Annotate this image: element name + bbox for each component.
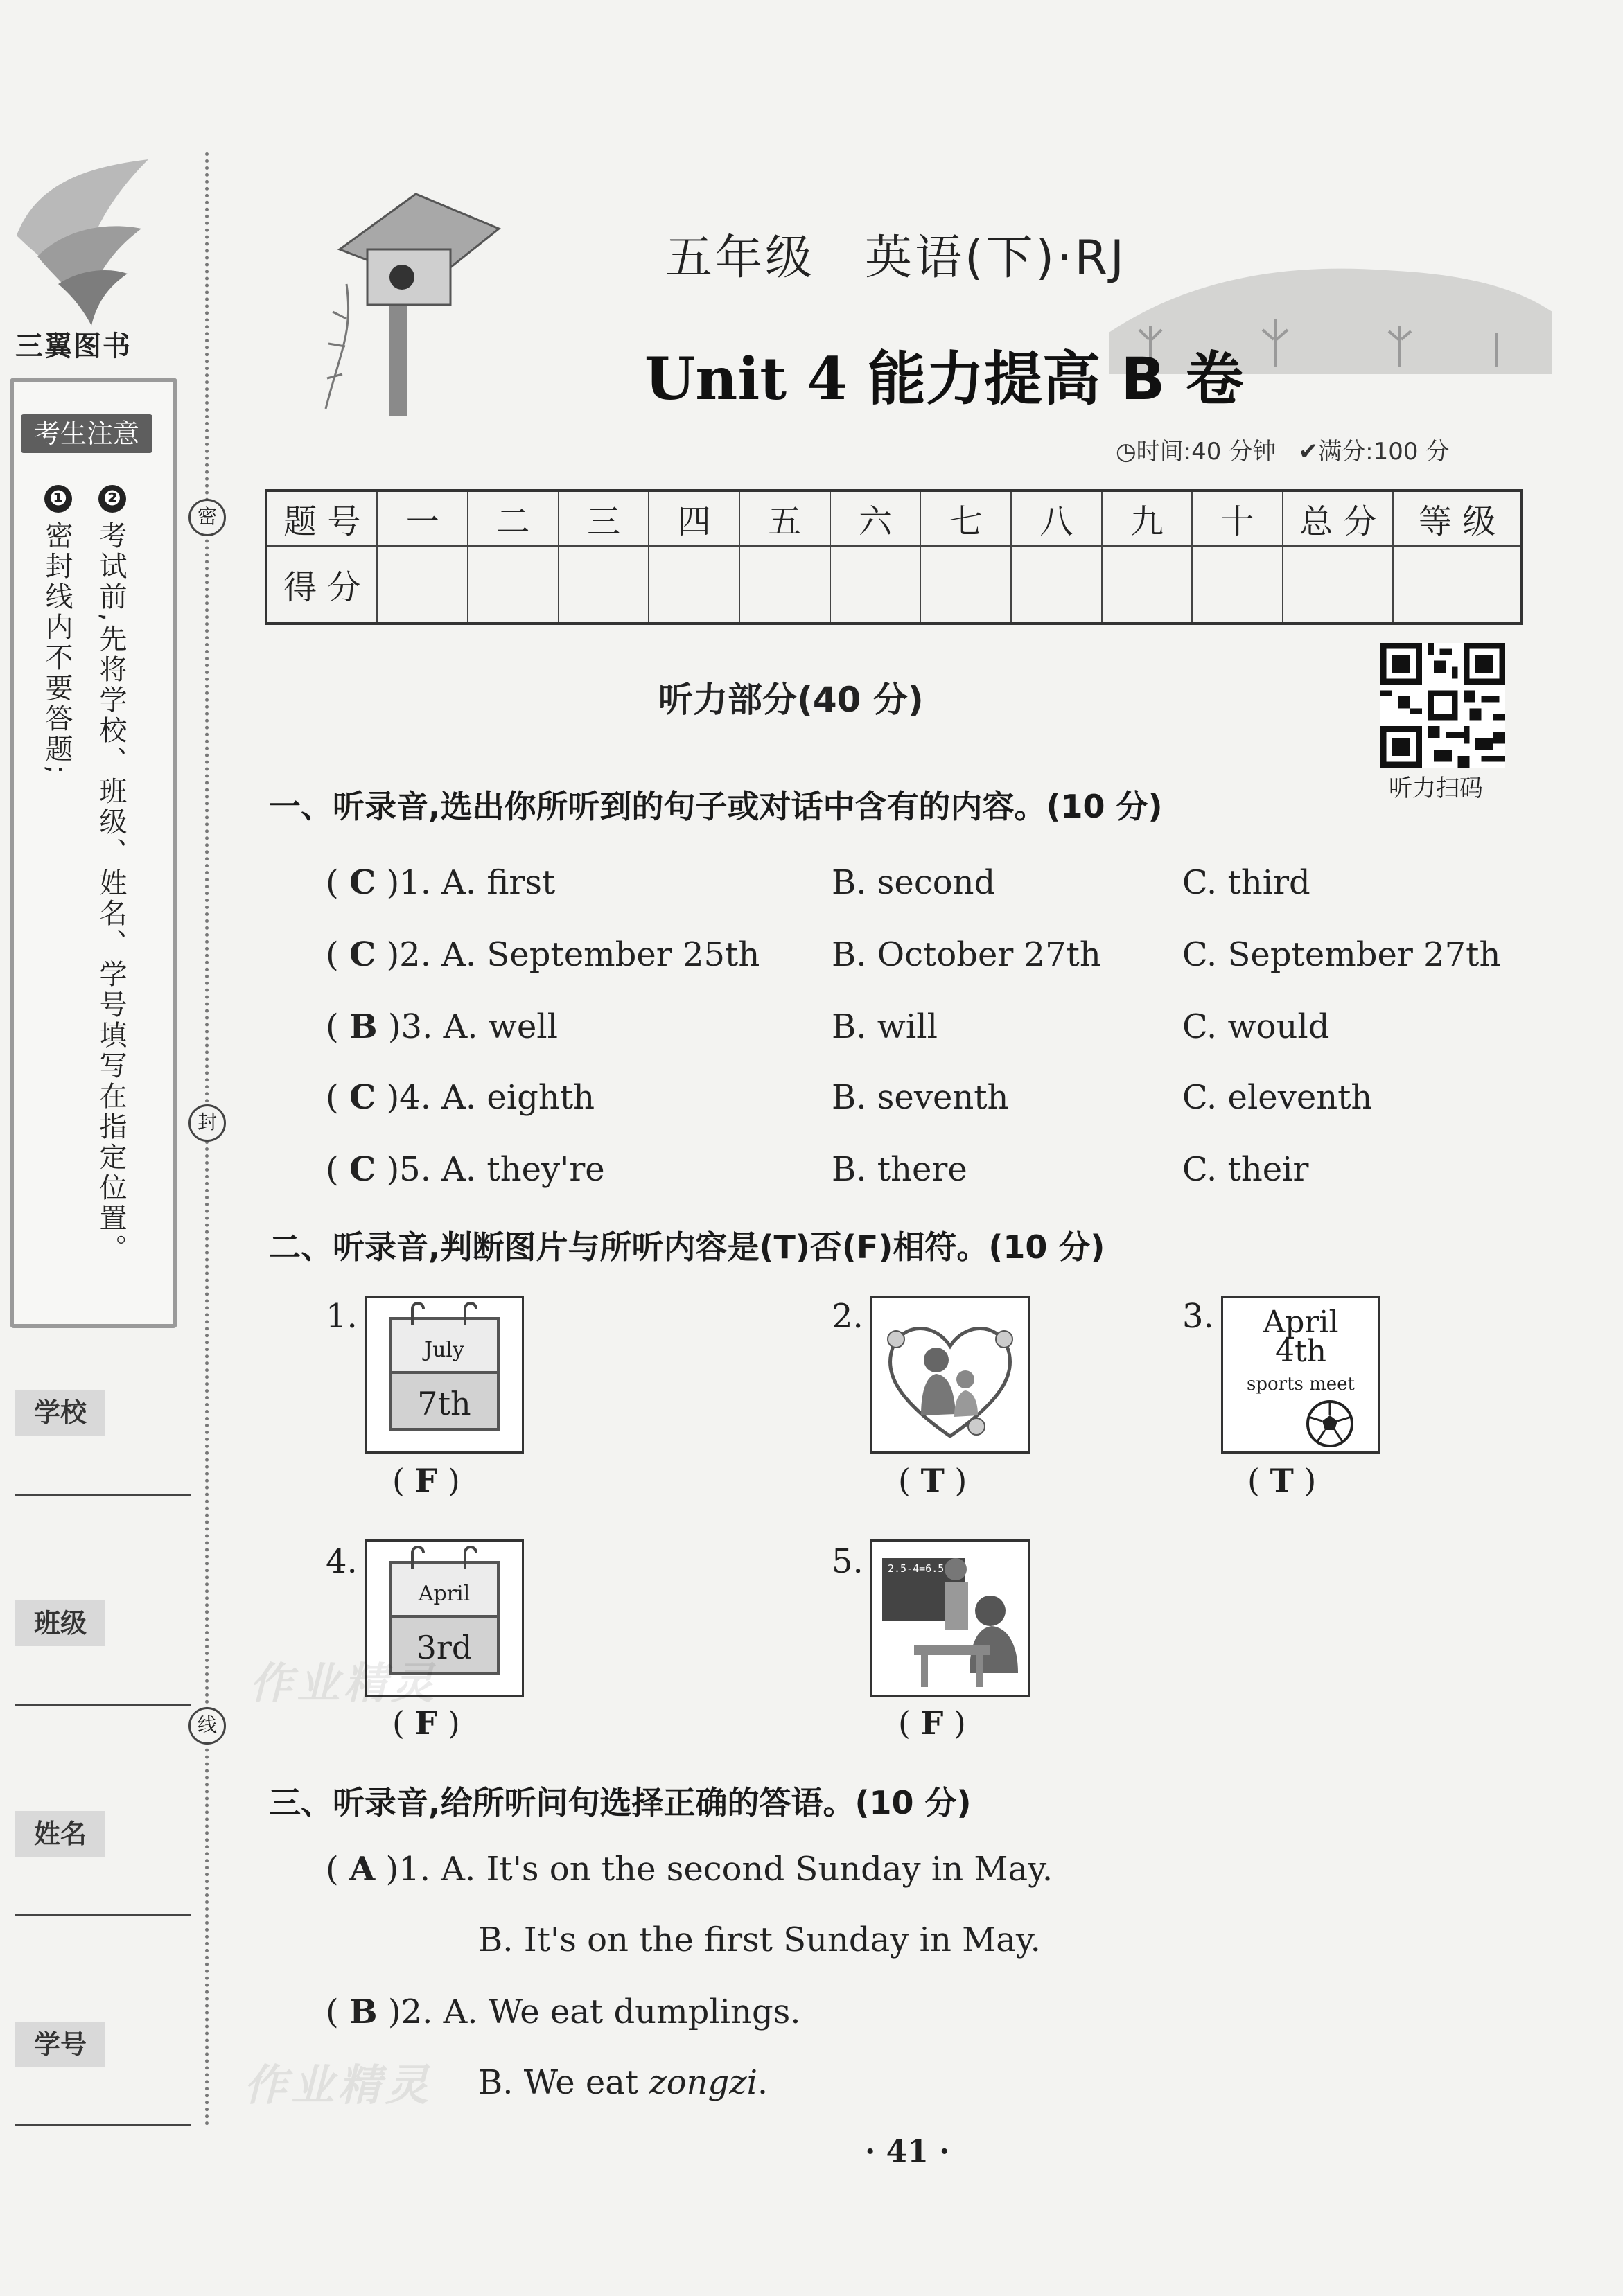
qr-code-icon[interactable] [1380,643,1505,768]
list-item: ( C )1. A. first [326,863,556,902]
classroom-picture [870,1539,1030,1697]
table-header-cell: 一 [377,491,468,546]
picture-number: 5. [832,1542,863,1581]
table-header-cell: 题 号 [266,491,377,546]
birdhouse-illustration [298,180,513,416]
unit-number: Unit 4 [644,344,848,413]
list-item: ( B )3. A. well [326,1007,558,1046]
exam-meta [1116,432,1449,466]
football-icon [1305,1399,1355,1449]
table-header-cell: 六 [830,491,921,546]
qr-label: 听力扫码 [1389,775,1483,802]
field-line-class[interactable] [15,1704,191,1706]
table-header-cell: 二 [468,491,559,546]
watermark: 作业精灵 [244,2060,433,2110]
picture-number: 1. [326,1297,358,1336]
list-item: ( C )2. A. September 25th [326,935,760,974]
option-b: B. October 27th [832,935,1101,974]
note-number-2: ❷ [98,485,126,513]
answer-mark: A [349,1850,376,1889]
answer-mark: B [349,1007,378,1046]
score-cell[interactable] [468,546,559,624]
option-a: A. they're [441,1150,605,1189]
question-number: 2. [399,935,431,974]
table-header-cell: 九 [1102,491,1193,546]
score-table-score-row [266,546,1522,624]
grade-subject-title: 五年级 英语(下)·RJ [665,231,1127,285]
page-number: · 41 · [865,2134,950,2169]
table-header-cell: 七 [920,491,1011,546]
score-cell[interactable] [1192,546,1283,624]
score-cell[interactable] [920,546,1011,624]
option-c: C. September 27th [1182,935,1501,974]
score-cell[interactable] [739,546,830,624]
option-b: B. there [832,1150,967,1189]
question-number: 2. [401,1993,433,2031]
answer-mark: B [349,1993,378,2031]
field-line-name[interactable] [15,1914,191,1916]
note-text-2: 考试前,先将学校、班级、姓名、学号填写在指定位置。 [95,521,127,1264]
field-label-class: 班级 [15,1600,105,1646]
score-table [265,489,1523,625]
note-number-1: ❶ [44,485,72,513]
clock-icon: ◷ [1116,438,1137,466]
score-table-header-row [266,491,1522,546]
question-number: 5. [399,1150,431,1189]
tf-answer: ( T ) [898,1462,967,1499]
poster-month: April [1263,1305,1339,1340]
table-row-label: 得 分 [266,546,377,624]
answer-mark: T [920,1462,945,1499]
picture-number: 4. [326,1542,358,1581]
brand-name: 三翼图书 [15,330,132,362]
listening-section-title: 听力部分(40 分) [658,680,924,720]
seal-char-xian: 线 [188,1707,226,1745]
question-number: 4. [399,1078,431,1117]
unit-name: 能力提高 B 卷 [867,345,1244,413]
blackboard-text: 2.5-4=6.5 [888,1562,945,1575]
seal-char-mi: 密 [188,499,226,536]
table-header-cell: 等 级 [1393,491,1522,546]
option-b: B. will [832,1007,938,1046]
option-a: A. It's on the second Sunday in May. [441,1850,1053,1889]
answer-mark: C [349,1150,376,1189]
option-a: A. well [443,1007,558,1046]
section1-heading: 一、听录音,选出你所听到的句子或对话中含有的内容。(10 分) [269,788,1163,825]
option-b: B. second [832,863,996,902]
unit-title [644,333,1244,416]
answer-mark: C [349,863,376,902]
table-header-cell: 八 [1011,491,1102,546]
option-c: C. eleventh [1182,1078,1373,1117]
section2-heading: 二、听录音,判断图片与所听内容是(T)否(F)相符。(10 分) [269,1228,1105,1266]
calendar-month: July [424,1338,464,1362]
list-item: ( A )1. A. It's on the second Sunday in May. [326,1850,1053,1889]
option-c: C. third [1182,863,1310,902]
table-header-cell: 四 [649,491,739,546]
answer-mark: C [349,935,376,974]
option-a: A. September 25th [441,935,760,974]
tf-answer: ( T ) [1247,1462,1317,1499]
sports-meet-picture [1221,1296,1380,1454]
score-cell[interactable] [559,546,649,624]
full-score: 满分:100 分 [1318,438,1450,466]
score-cell[interactable] [1283,546,1393,624]
poster-day: 4th [1274,1334,1326,1369]
field-line-school[interactable] [15,1494,191,1496]
score-cell[interactable] [830,546,921,624]
table-header-cell: 五 [739,491,830,546]
list-item: ( B )2. A. We eat dumplings. [326,1993,801,2031]
field-label-name: 姓名 [15,1811,105,1857]
option-c: C. their [1182,1150,1309,1189]
score-cell[interactable] [1011,546,1102,624]
check-icon: ✔ [1298,438,1319,466]
field-label-school: 学校 [15,1390,105,1436]
field-label-number: 学号 [15,2022,105,2067]
calendar-picture [365,1296,524,1454]
picture-number: 3. [1182,1297,1214,1336]
tf-answer: ( F ) [392,1462,460,1499]
option-a: A. We eat dumplings. [443,1993,801,2031]
calendar-icon [367,1298,522,1451]
question-number: 1. [398,1850,431,1889]
notice-box [10,378,177,1328]
table-header-cell: 十 [1192,491,1283,546]
score-cell[interactable] [649,546,739,624]
answer-mark: F [920,1704,944,1742]
option-b-prefix: B. We eat [478,2063,649,2102]
picture-number: 2. [832,1297,863,1336]
mothers-day-picture [870,1296,1030,1454]
seal-char-feng: 封 [188,1104,226,1142]
calendar-month: April [418,1582,471,1606]
field-line-number[interactable] [15,2124,191,2126]
option-a: A. eighth [441,1078,595,1117]
option-a: A. first [441,863,556,902]
section3-heading: 三、听录音,给所听问句选择正确的答语。(10 分) [269,1784,972,1821]
option-b: B. It's on the first Sunday in May. [478,1920,1041,1959]
calendar-day: 7th [417,1385,471,1422]
score-cell[interactable] [1393,546,1522,624]
poster-event: sports meet [1247,1374,1355,1395]
list-item: ( C )4. A. eighth [326,1078,595,1117]
score-cell[interactable] [377,546,468,624]
answer-mark: F [414,1704,438,1742]
tf-answer: ( F ) [392,1704,460,1742]
option-b [478,2063,768,2102]
option-c: C. would [1182,1007,1330,1046]
list-item: ( C )5. A. they're [326,1150,605,1189]
option-b-italic: zongzi [649,2063,757,2102]
calendar-day: 3rd [416,1629,473,1666]
notice-title: 考生注意 [21,414,152,453]
answer-mark: C [349,1078,376,1117]
watermark: 作业精灵 [249,1658,439,1708]
tf-answer: ( F ) [898,1704,966,1742]
option-b: B. seventh [832,1078,1009,1117]
option-b-suffix: . [757,2063,769,2102]
answer-mark: T [1270,1462,1294,1499]
question-number: 1. [399,863,431,902]
table-header-cell: 总 分 [1283,491,1393,546]
answer-mark: F [414,1462,438,1499]
question-number: 3. [401,1007,433,1046]
score-cell[interactable] [1102,546,1193,624]
note-text-1: 密封线内不要答题; [41,521,73,777]
table-header-cell: 三 [559,491,649,546]
time-limit: 时间:40 分钟 [1136,438,1277,466]
heart-family-icon [872,1298,1028,1451]
